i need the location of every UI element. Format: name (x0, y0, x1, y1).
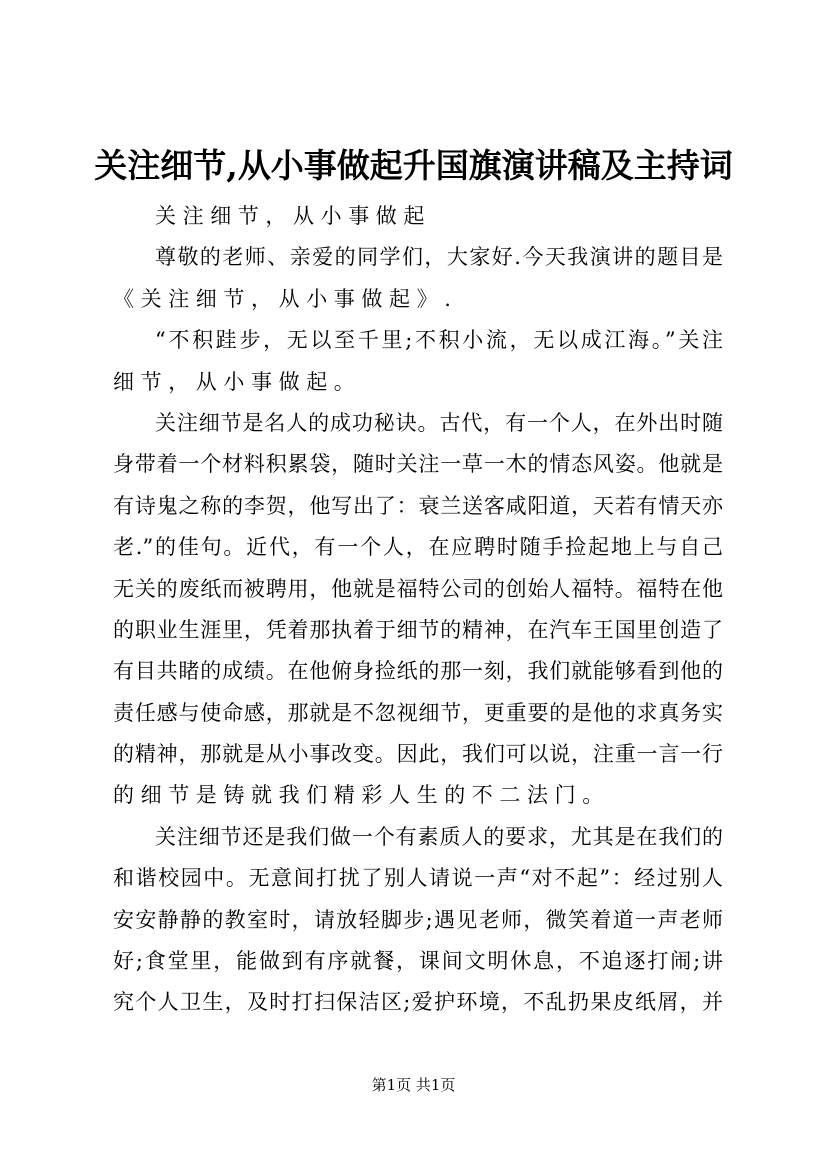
paragraph-line: 的精神，那就是从小事改变。因此，我们可以说，注重一言一行 (113, 742, 723, 767)
paragraph-line: 的细节是铸就我们精彩人生的不二法门。 (113, 783, 610, 808)
page-title: 关注细节,从小事做起升国旗演讲稿及主持词 (94, 146, 733, 185)
paragraph-line: 有诗鬼之称的李贺，他写出了：衰兰送客咸阳道，天若有情天亦 (113, 493, 723, 518)
paragraph-line: 责任感与使命感，那就是不忽视细节，更重要的是他的求真务实 (113, 700, 723, 725)
paragraph-line: “不积跬步，无以至千里;不积小流，无以成江海。”关注 (155, 328, 723, 353)
paragraph-line: 无关的废纸而被聘用，他就是福特公司的创始人福特。福特在他 (113, 576, 723, 601)
paragraph-line: 《关注细节，从小事做起》. (113, 286, 458, 311)
paragraph-line: 尊敬的老师、亲爱的同学们，大家好.今天我演讲的题目是 (155, 245, 723, 270)
paragraph-line: 好;食堂里，能做到有序就餐，课间文明休息，不追逐打闹;讲 (113, 949, 723, 974)
document-body (113, 196, 723, 1024)
subtitle-line: 关注细节，从小事做起 (155, 204, 431, 228)
paragraph-line: 和谐校园中。无意间打扰了别人请说一声“对不起”：经过别人 (113, 866, 723, 891)
paragraph-line: 有目共睹的成绩。在他俯身捡纸的那一刻，我们就能够看到他的 (113, 659, 723, 684)
paragraph-line: 的职业生涯里，凭着那执着于细节的精神，在汽车王国里创造了 (113, 617, 723, 642)
paragraph-line: 关注细节还是我们做一个有素质人的要求，尤其是在我们的 (155, 824, 723, 849)
paragraph-line: 关注细节是名人的成功秘诀。古代，有一个人，在外出时随 (155, 410, 723, 435)
paragraph-line: 安安静静的教室时，请放轻脚步;遇见老师，微笑着道一声老师 (113, 907, 723, 932)
paragraph-line: 究个人卫生，及时打扫保洁区;爱护环境，不乱扔果皮纸屑，并 (113, 990, 723, 1015)
paragraph-line: 细节，从小事做起。 (113, 369, 362, 394)
page-number-footer: 第1页 共1页 (371, 1076, 456, 1094)
paragraph-line: 老.”的佳句。近代，有一个人，在应聘时随手捡起地上与自己 (113, 535, 723, 560)
paragraph-line: 身带着一个材料积累袋，随时关注一草一木的情态风姿。他就是 (113, 452, 723, 477)
